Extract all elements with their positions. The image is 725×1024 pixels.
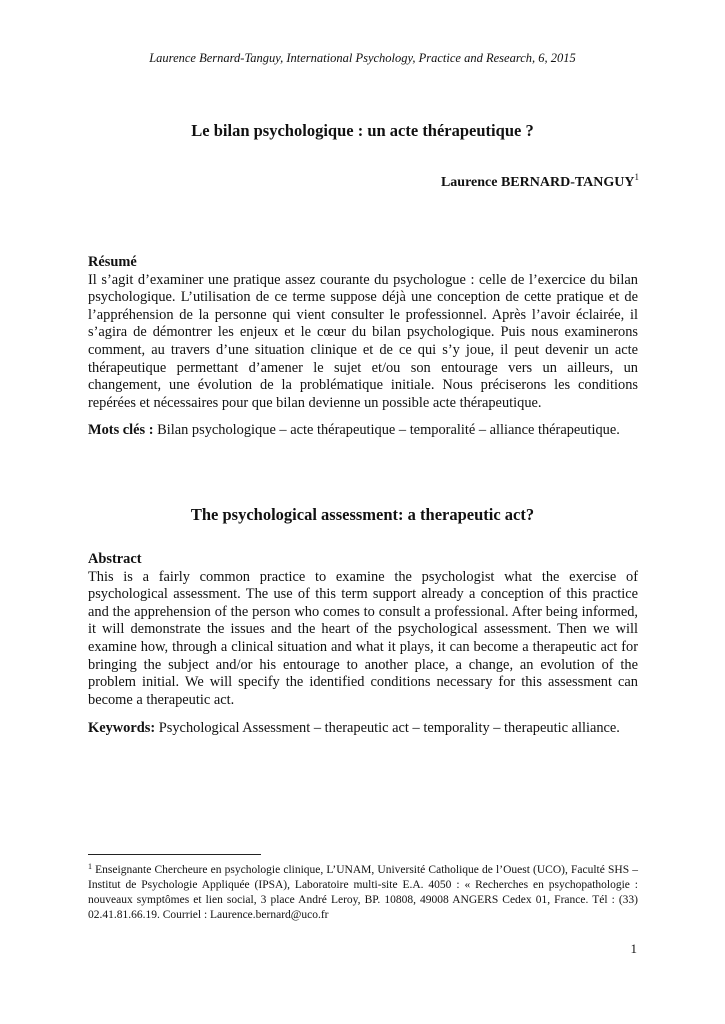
title-en: The psychological assessment: a therapeutic act? (190, 505, 535, 524)
author-name: Laurence BERNARD-TANGUY (440, 175, 635, 190)
abstract-heading: Abstract (88, 551, 142, 567)
keywords-text: Psychological Assessment – therapeutic act – temporality – therapeutic alliance. (155, 720, 620, 736)
resume-section (88, 254, 638, 412)
footnote-divider (88, 854, 261, 855)
footnote-mark: 1 (88, 862, 92, 871)
abstract-section (88, 551, 638, 709)
mots-cles-text: Bilan psychologique – acte thérapeutique – temporalité – alliance thérapeutique. (153, 422, 620, 438)
resume-text: Il s’agit d’examiner une pratique assez courante du psychologue : celle de l’exercice du bilan psychologique. L’utilisation de ce terme suppose déjà une conception de cette pratique et de l’appréhension de la personne qui vient consulter le professionnel. Après l’avoir éclairée, il s’agira de démontrer les enjeux et le cœur du bilan psychologique. Puis nous examinerons comment, au travers d’une situation clinique et de ce qui s’y joue, il peut devenir un acte thérapeutique permettant d’amener le sujet et/ou son entourage vers un ailleurs, un changement, une évolution de la problématique initiale. Nous préciserons les conditions repérées et nécessaires pour que bilan devienne un possible acte thérapeutique. (88, 271, 638, 411)
title-fr: Le bilan psychologique : un acte thérapeutique ? (191, 121, 534, 140)
keywords (88, 720, 638, 738)
footnote-text: Enseignante Chercheure en psychologie clinique, L’UNAM, Université Catholique de l’Ouest (UCO), Faculté SHS – Institut de Psychologie Appliquée (IPSA), Laboratoire multi-site E.A. 4050 : « Recherches en psychopathologie : nouveaux symptômes et lien social, 3 place André Leroy, BP. 10808, 49008 ANGERS Cedex 01, France. Tél : (33) 02.41.81.66.19. Courriel : Laurence.bernard@uco.fr (88, 864, 638, 921)
footnote (88, 863, 638, 923)
running-head: Laurence Bernard-Tanguy, International Psychology, Practice and Research, 6, 2015 (149, 51, 576, 65)
page-number: 1 (630, 941, 637, 956)
mots-cles (88, 422, 638, 440)
keywords-label: Keywords: (88, 720, 156, 736)
author-line (440, 172, 639, 191)
abstract-text: This is a fairly common practice to examine the psychologist what the exercise of psychological assessment. The use of this term support already a conception of this practice and the apprehension of the person who comes to consult a professional. After being informed, it will demonstrate the issues and the heart of the psychological assessment. Then we will examine how, through a clinical situation and what it plays, it can become a therapeutic act for bringing the subject and/or his entourage to another place, a change, an evolution of the problem initial. We will specify the identified conditions necessary for this assessment can become a therapeutic act. (88, 568, 638, 708)
mots-cles-label: Mots clés : (88, 422, 154, 438)
resume-heading: Résumé (88, 254, 137, 270)
author-footnote-mark[interactable]: 1 (634, 172, 639, 182)
